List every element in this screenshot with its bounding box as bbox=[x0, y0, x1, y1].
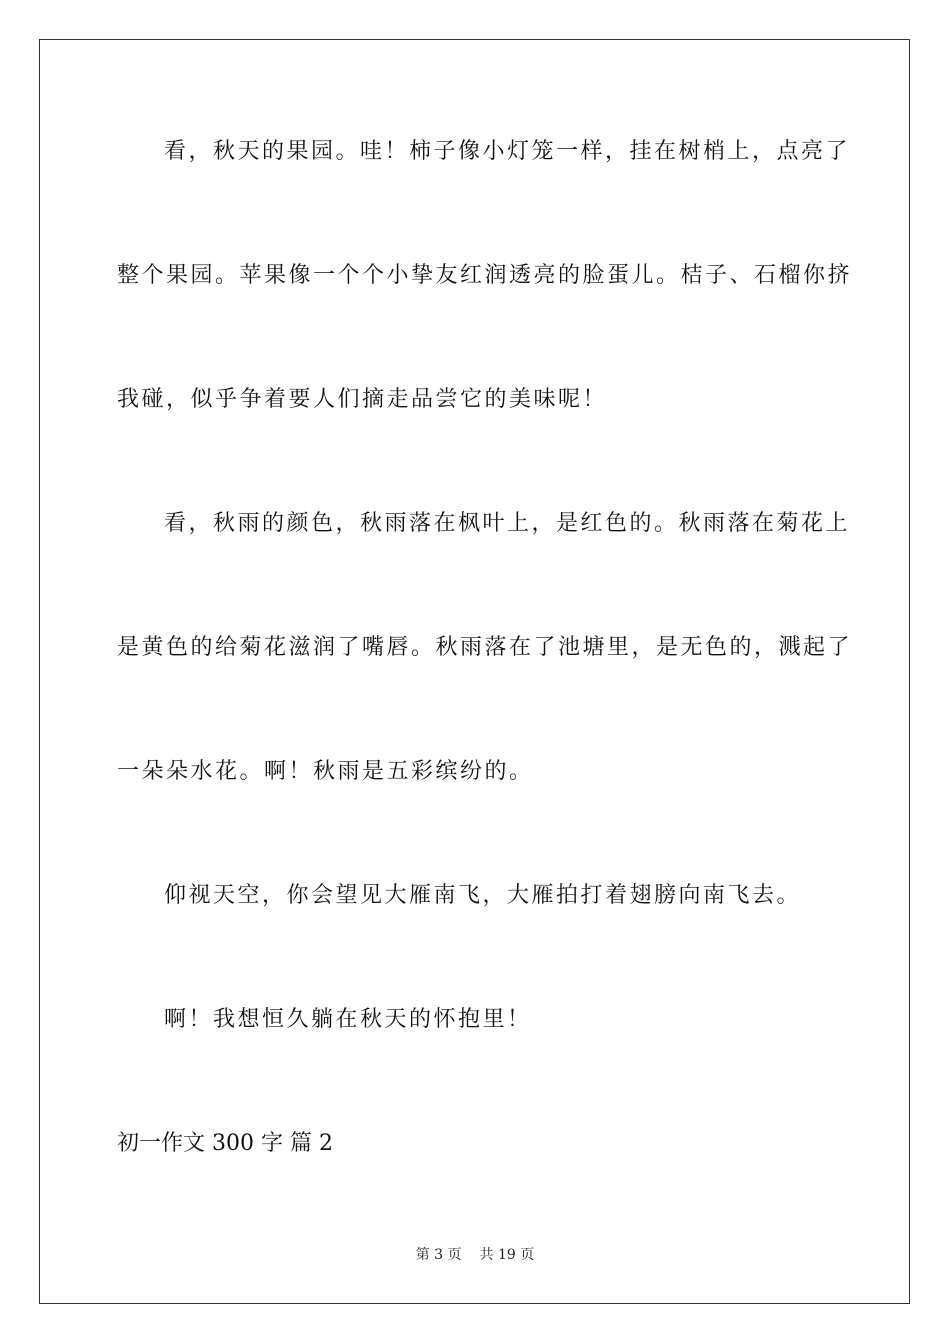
paragraph-1-line-2: 整个果园。苹果像一个个小挚友红润透亮的脸蛋儿。桔子、石榴你挤 bbox=[117, 263, 853, 288]
paragraph-1-line-3: 我碰，似乎争着要人们摘走品尝它的美味呢！ bbox=[117, 387, 608, 412]
paragraph-3-line-1: 仰视天空，你会望见大雁南飞，大雁拍打着翅膀向南飞去。 bbox=[164, 883, 802, 908]
paragraph-2-line-1: 看，秋雨的颜色，秋雨落在枫叶上，是红色的。秋雨落在菊花上 bbox=[164, 511, 851, 536]
paragraph-4-line-1: 啊！我想恒久躺在秋天的怀抱里！ bbox=[164, 1007, 532, 1032]
page-frame bbox=[39, 39, 910, 1304]
page-footer bbox=[0, 1245, 950, 1265]
section-heading: 初一作文 300 字 篇 2 bbox=[117, 1131, 333, 1156]
page-number: 第 3 页 bbox=[415, 1247, 462, 1263]
paragraph-2-line-2: 是黄色的给菊花滋润了嘴唇。秋雨落在了池塘里，是无色的，溅起了 bbox=[117, 635, 853, 660]
paragraph-1-line-1: 看，秋天的果园。哇！柿子像小灯笼一样，挂在树梢上，点亮了 bbox=[164, 139, 851, 164]
paragraph-2-line-3: 一朵朵水花。啊！秋雨是五彩缤纷的。 bbox=[117, 759, 534, 784]
page-total: 共 19 页 bbox=[479, 1247, 535, 1263]
